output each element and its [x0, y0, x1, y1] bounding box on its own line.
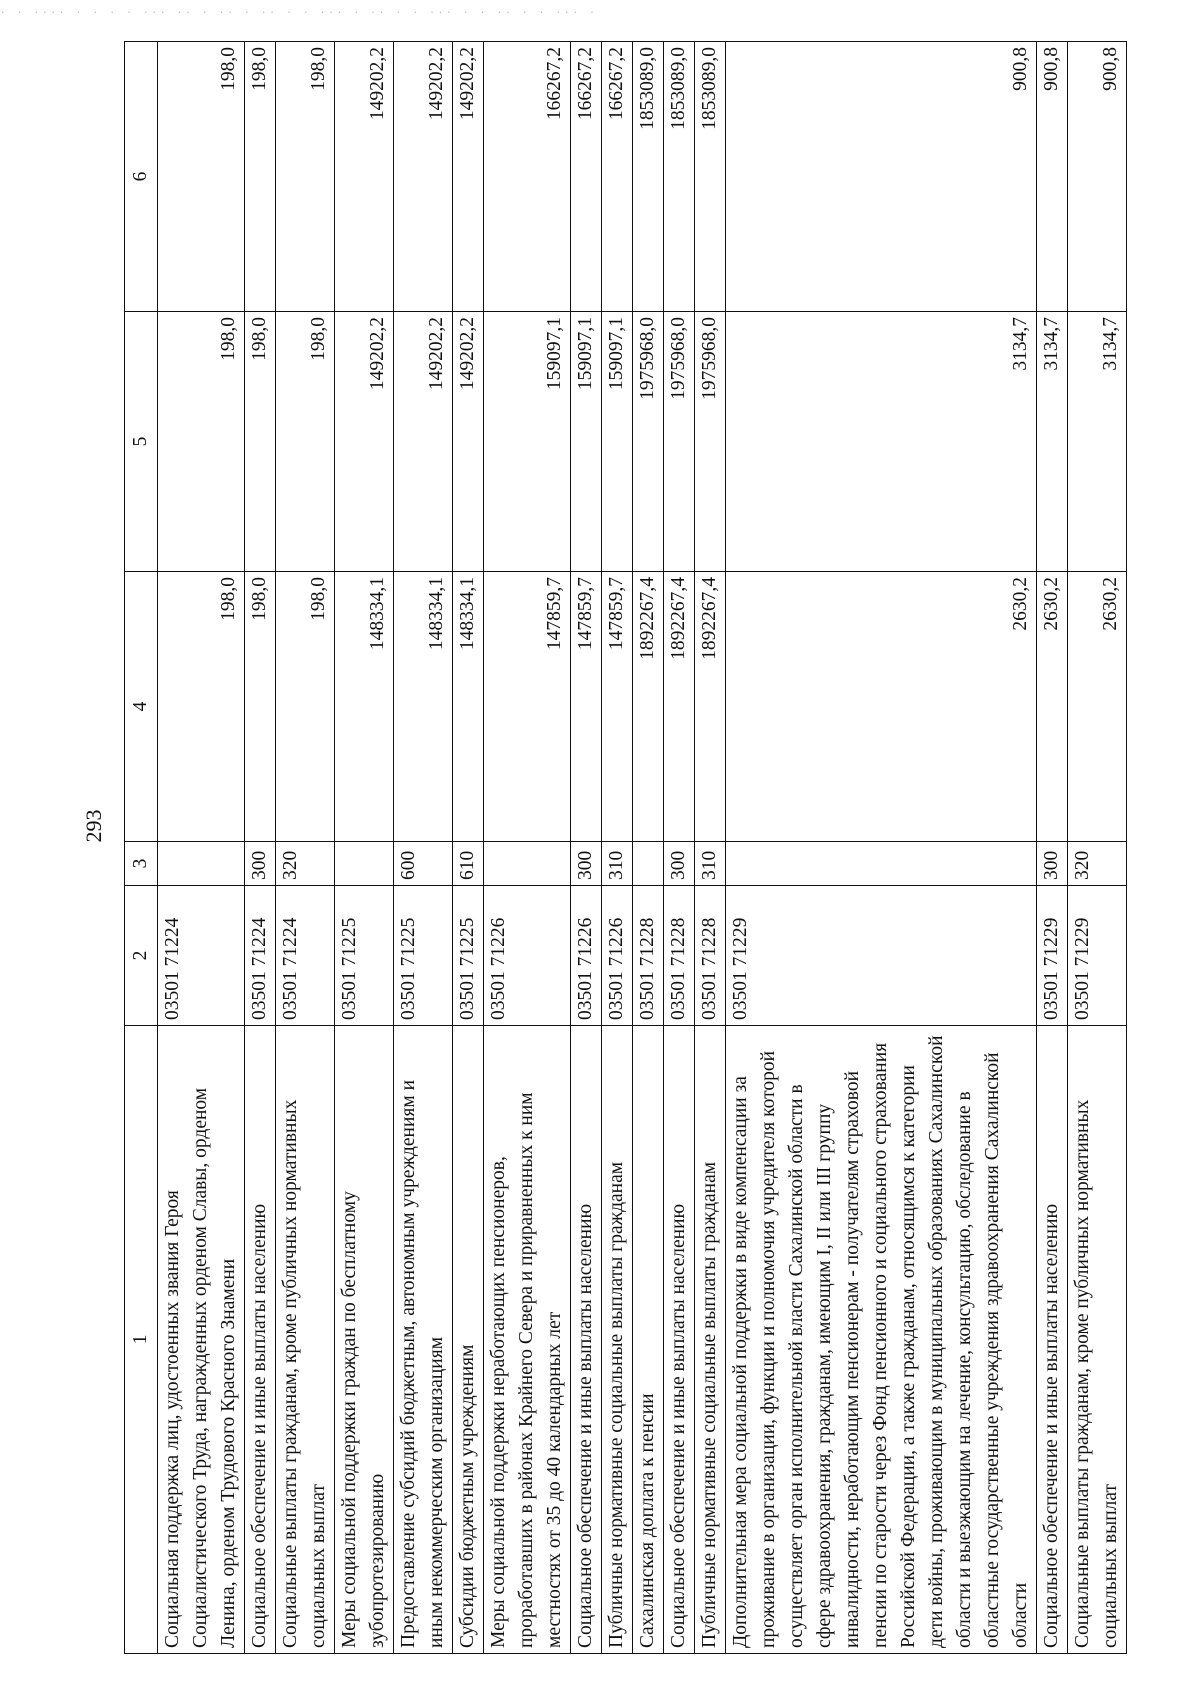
column-header: 4	[125, 572, 158, 842]
row-type-cell: 320	[1068, 842, 1127, 886]
row-value-col5: 3134,7	[1068, 312, 1127, 572]
row-code-cell: 03501 71228	[695, 886, 726, 1026]
row-value-col6: 149202,2	[335, 42, 394, 312]
table-row	[158, 42, 245, 1654]
row-value-col5: 3134,7	[1037, 312, 1068, 572]
row-value-col6: 1853089,0	[664, 42, 695, 312]
table-row	[276, 42, 335, 1654]
table-row	[726, 42, 1037, 1654]
row-name-cell: Публичные нормативные социальные выплаты гражданам	[602, 1026, 633, 1654]
header-row	[125, 42, 158, 1654]
row-code-cell: 03501 71224	[276, 886, 335, 1026]
row-value-col5: 159097,1	[484, 312, 571, 572]
row-name-cell: Предоставление субсидий бюджетным, автономным учреждениям и иным некоммерческим организациям	[394, 1026, 453, 1654]
row-value-col5: 198,0	[158, 312, 245, 572]
row-value-col6: 900,8	[1037, 42, 1068, 312]
row-code-cell: 03501 71226	[602, 886, 633, 1026]
row-name-cell: Социальное обеспечение и иные выплаты населению	[664, 1026, 695, 1654]
row-name-cell: Субсидии бюджетным учреждениям	[453, 1026, 484, 1654]
table-row	[484, 42, 571, 1654]
row-type-cell	[335, 842, 394, 886]
row-value-col5: 149202,2	[335, 312, 394, 572]
column-header: 3	[125, 842, 158, 886]
row-name-cell: Социальные выплаты гражданам, кроме публичных нормативных социальных выплат	[1068, 1026, 1127, 1654]
row-value-col5: 1975968,0	[633, 312, 664, 572]
row-code-cell: 03501 71229	[1037, 886, 1068, 1026]
table-row	[394, 42, 453, 1654]
row-code-cell: 03501 71224	[245, 886, 276, 1026]
row-code-cell: 03501 71225	[394, 886, 453, 1026]
row-type-cell: 310	[602, 842, 633, 886]
table-row	[633, 42, 664, 1654]
table-row	[245, 42, 276, 1654]
row-name-cell: Социальное обеспечение и иные выплаты населению	[571, 1026, 602, 1654]
row-type-cell: 300	[245, 842, 276, 886]
row-type-cell: 300	[571, 842, 602, 886]
row-name-cell: Социальные выплаты гражданам, кроме публичных нормативных социальных выплат	[276, 1026, 335, 1654]
row-code-cell: 03501 71224	[158, 886, 245, 1026]
column-header: 6	[125, 42, 158, 312]
scan-noise: . . .... . . . . ... .. . .. . .. . . ... . .. . . ... . . .. . . ... .	[0, 6, 598, 16]
table-row	[602, 42, 633, 1654]
row-value-col5: 1975968,0	[695, 312, 726, 572]
table-row	[695, 42, 726, 1654]
row-code-cell: 03501 71229	[1068, 886, 1127, 1026]
row-value-col6: 1853089,0	[633, 42, 664, 312]
row-name-cell: Меры социальной поддержки неработающих пенсионеров, проработавших в районах Крайнего Севера и приравненных к ним местностях от 35 до 40 календарных лет	[484, 1026, 571, 1654]
row-value-col6: 198,0	[158, 42, 245, 312]
table-row	[453, 42, 484, 1654]
row-code-cell: 03501 71225	[335, 886, 394, 1026]
row-value-col4: 2630,2	[726, 572, 1037, 842]
row-type-cell	[726, 842, 1037, 886]
row-type-cell: 300	[1037, 842, 1068, 886]
row-value-col4: 1892267,4	[633, 572, 664, 842]
row-value-col4: 147859,7	[484, 572, 571, 842]
row-value-col4: 1892267,4	[695, 572, 726, 842]
row-name-cell: Меры социальной поддержки граждан по бесплатному зубопротезированию	[335, 1026, 394, 1654]
row-value-col4: 147859,7	[602, 572, 633, 842]
column-header: 2	[125, 886, 158, 1026]
row-value-col4: 148334,1	[453, 572, 484, 842]
table-row	[335, 42, 394, 1654]
row-name-cell: Социальное обеспечение и иные выплаты населению	[245, 1026, 276, 1654]
row-type-cell	[484, 842, 571, 886]
row-value-col6: 900,8	[1068, 42, 1127, 312]
row-value-col6: 149202,2	[453, 42, 484, 312]
row-value-col5: 149202,2	[394, 312, 453, 572]
table-row	[1037, 42, 1068, 1654]
row-value-col4: 2630,2	[1068, 572, 1127, 842]
row-code-cell: 03501 71228	[664, 886, 695, 1026]
row-value-col6: 166267,2	[571, 42, 602, 312]
rotated-page	[124, 42, 1200, 1654]
row-name-cell: Социальное обеспечение и иные выплаты населению	[1037, 1026, 1068, 1654]
row-value-col4: 1892267,4	[664, 572, 695, 842]
row-value-col6: 1853089,0	[695, 42, 726, 312]
row-value-col4: 198,0	[158, 572, 245, 842]
row-type-cell	[158, 842, 245, 886]
row-name-cell: Сахалинская доплата к пенсии	[633, 1026, 664, 1654]
row-code-cell: 03501 71226	[484, 886, 571, 1026]
row-value-col5: 198,0	[245, 312, 276, 572]
row-value-col6: 166267,2	[602, 42, 633, 312]
row-value-col5: 3134,7	[726, 312, 1037, 572]
table-row	[664, 42, 695, 1654]
row-value-col4: 2630,2	[1037, 572, 1068, 842]
row-value-col6: 198,0	[276, 42, 335, 312]
page-number: 293	[81, 809, 106, 843]
row-name-cell: Социальная поддержка лиц, удостоенных звания Героя Социалистического Труда, награжденных орденом Славы, орденом Ленина, орденом Трудового Красного Знамени	[158, 1026, 245, 1654]
row-value-col5: 1975968,0	[664, 312, 695, 572]
row-code-cell: 03501 71229	[726, 886, 1037, 1026]
row-code-cell: 03501 71228	[633, 886, 664, 1026]
row-type-cell: 310	[695, 842, 726, 886]
row-type-cell: 600	[394, 842, 453, 886]
row-name-cell: Публичные нормативные социальные выплаты гражданам	[695, 1026, 726, 1654]
row-type-cell: 300	[664, 842, 695, 886]
row-value-col5: 149202,2	[453, 312, 484, 572]
row-value-col4: 147859,7	[571, 572, 602, 842]
row-value-col6: 198,0	[245, 42, 276, 312]
row-value-col6: 149202,2	[394, 42, 453, 312]
row-value-col5: 198,0	[276, 312, 335, 572]
row-value-col4: 148334,1	[335, 572, 394, 842]
row-value-col6: 166267,2	[484, 42, 571, 312]
row-code-cell: 03501 71225	[453, 886, 484, 1026]
row-name-cell: Дополнительная мера социальной поддержки в виде компенсации за проживание в организации, функции и полномочия учредителя которой осуществляет орган исполнительной власти Сахалинской области в сфере здравоохранения, гражданам, имеющим I, II или III группу инвалидности, неработающим пенсионерам - получателям страховой пенсии по старости через Фонд пенсионного и социального страхования Российской Федерации, а также гражданам, относящимся к категории дети войны, проживающим в муниципальных образованиях Сахалинской области и выезжающим на лечение, консультацию, обследование в областные государственные учреждения здравоохранения Сахалинской области	[726, 1026, 1037, 1654]
row-value-col5: 159097,1	[571, 312, 602, 572]
table-row	[1068, 42, 1127, 1654]
column-header: 1	[125, 1026, 158, 1654]
row-value-col4: 198,0	[245, 572, 276, 842]
row-type-cell: 320	[276, 842, 335, 886]
row-value-col4: 148334,1	[394, 572, 453, 842]
row-type-cell: 610	[453, 842, 484, 886]
row-value-col4: 198,0	[276, 572, 335, 842]
row-code-cell: 03501 71226	[571, 886, 602, 1026]
table-row	[571, 42, 602, 1654]
row-value-col5: 159097,1	[602, 312, 633, 572]
column-header: 5	[125, 312, 158, 572]
budget-table	[124, 41, 1127, 1654]
row-type-cell	[633, 842, 664, 886]
row-value-col6: 900,8	[726, 42, 1037, 312]
